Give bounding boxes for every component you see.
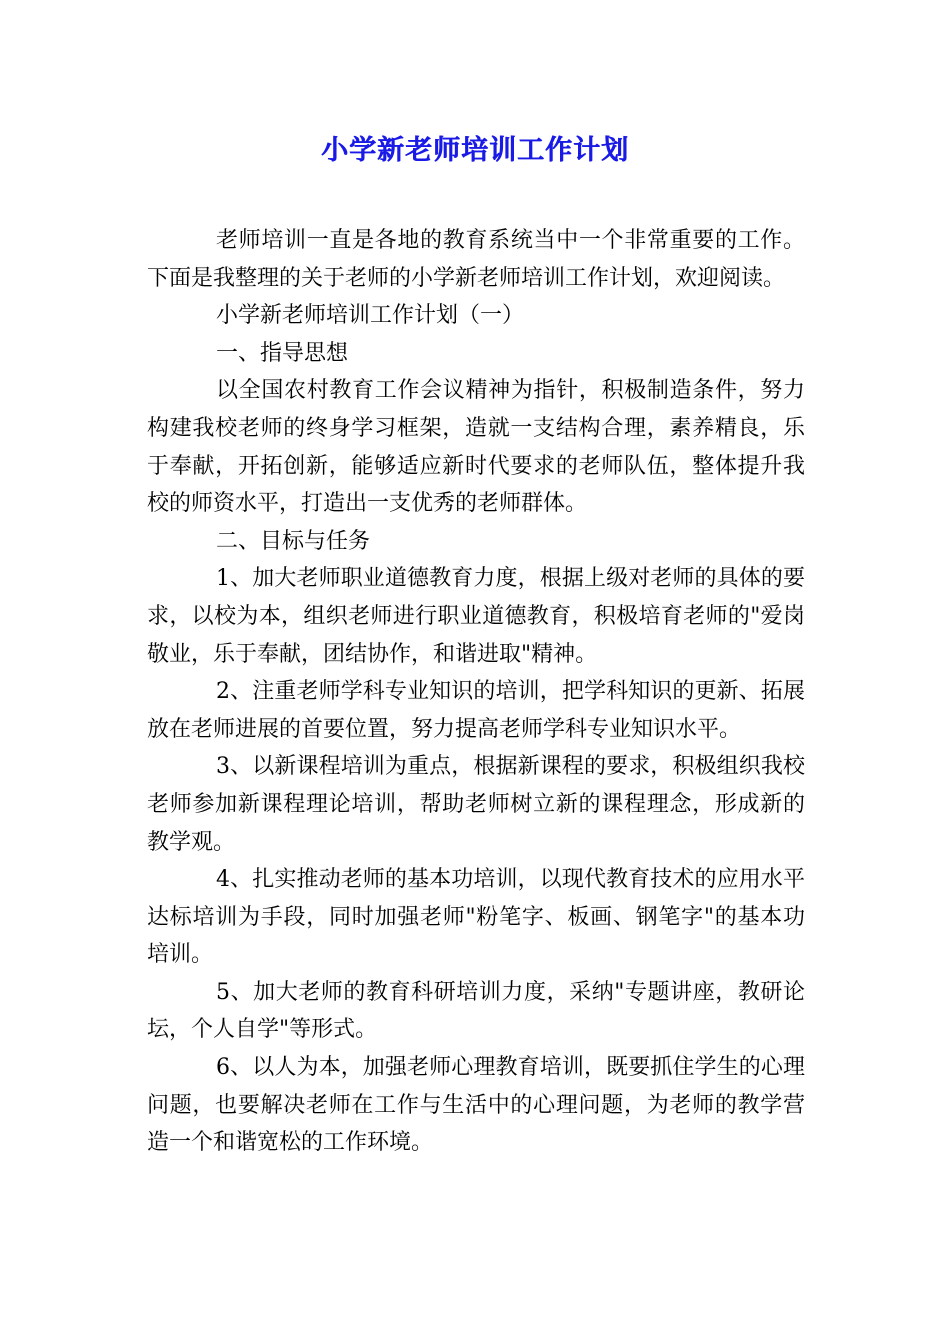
section-heading-goals-tasks: 二、目标与任务	[216, 528, 371, 554]
task-item-3: 3、以新课程培训为重点，根据新课程的要求，积极组织我校老师参加新课程理论培训，帮助老师树立新的课程理念，形成新的教学观。	[147, 754, 805, 855]
document-title: 小学新老师培训工作计划	[321, 135, 629, 166]
task-item-2: 2、注重老师学科专业知识的培训，把学科知识的更新、拓展放在老师进展的首要位置，努力提高老师学科专业知识水平。	[147, 679, 805, 742]
section-subtitle: 小学新老师培训工作计划（一）	[216, 303, 525, 329]
task-item-5: 5、加大老师的教育科研培训力度，采纳"专题讲座，教研论坛，个人自学"等形式。	[147, 979, 805, 1043]
section-heading-guiding-ideology: 一、指导思想	[216, 340, 349, 366]
task-item-1: 1、加大老师职业道德教育力度，根据上级对老师的具体的要求，以校为本，组织老师进行职业道德教育，积极培育老师的"爱岗敬业，乐于奉献，团结协作，和谐进取"精神。	[147, 566, 805, 667]
intro-paragraph: 老师培训一直是各地的教育系统当中一个非常重要的工作。下面是我整理的关于老师的小学新老师培训工作计划，欢迎阅读。	[147, 228, 805, 291]
task-item-4: 4、扎实推动老师的基本功培训，以现代教育技术的应用水平达标培训为手段，同时加强老师"粉笔字、板画、钢笔字"的基本功培训。	[147, 867, 805, 968]
document-body	[147, 222, 805, 1162]
guiding-ideology-paragraph: 以全国农村教育工作会议精神为指针，积极制造条件，努力构建我校老师的终身学习框架，造就一支结构合理，素养精良，乐于奉献，开拓创新，能够适应新时代要求的老师队伍，整体提升我校的师资水平，打造出一支优秀的老师群体。	[147, 378, 805, 517]
task-item-6: 6、以人为本，加强老师心理教育培训，既要抓住学生的心理问题，也要解决老师在工作与生活中的心理问题，为老师的教学营造一个和谐宽松的工作环境。	[147, 1055, 805, 1156]
